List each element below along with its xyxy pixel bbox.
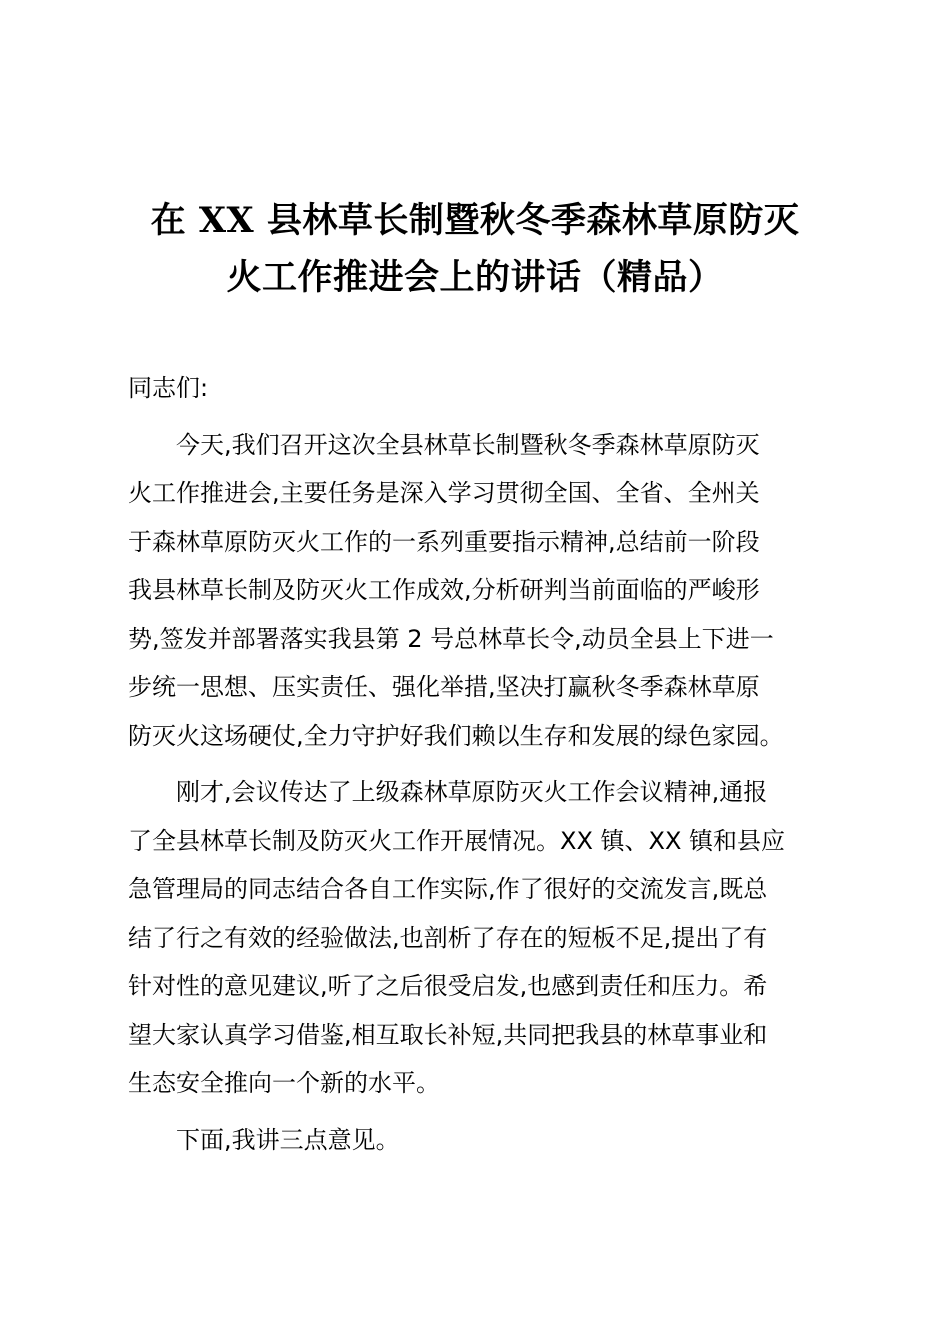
- text-line: 下面,我讲三点意见。: [176, 1125, 400, 1154]
- text-line: 火工作推进会,主要任务是深入学习贯彻全国、全省、全州关: [128, 479, 760, 507]
- document-title: [110, 192, 840, 306]
- title-line: 火工作推进会上的讲话（精品）: [226, 257, 724, 298]
- text-line: 势,签发并部署落实我县第 2 号总林草长令,动员全县上下进一: [128, 624, 774, 653]
- text-line: 针对性的意见建议,听了之后很受启发,也感到责任和压力。希: [128, 972, 768, 1000]
- text-line: 生态安全推向一个新的水平。: [128, 1069, 440, 1097]
- text-line: 结了行之有效的经验做法,也剖析了存在的短板不足,提出了有: [128, 923, 768, 952]
- text-line: 防灭火这场硬仗,全力守护好我们赖以生存和发展的绿色家园。: [128, 721, 784, 750]
- text-line: 刚才,会议传达了上级森林草原防灭火工作会议精神,通报: [176, 778, 768, 806]
- text-line: 望大家认真学习借鉴,相互取长补短,共同把我县的林草事业和: [128, 1020, 768, 1049]
- text-line: 我县林草长制及防灭火工作成效,分析研判当前面临的严峻形: [128, 576, 760, 604]
- text-line: 步统一思想、压实责任、强化举措,坚决打赢秋冬季森林草原: [128, 673, 760, 701]
- salutation: 同志们:: [128, 374, 209, 402]
- text-line: 今天,我们召开这次全县林草长制暨秋冬季森林草原防灭: [176, 430, 760, 459]
- paragraph-3: [128, 1116, 823, 1165]
- paragraph-2: [128, 768, 823, 1108]
- document-body: [128, 364, 823, 1172]
- text-line: 了全县林草长制及防灭火工作开展情况。XX 镇、XX 镇和县应: [128, 826, 786, 855]
- text-line: 于森林草原防灭火工作的一系列重要指示精神,总结前一阶段: [128, 527, 760, 556]
- text-line: 急管理局的同志结合各自工作实际,作了很好的交流发言,既总: [128, 875, 768, 903]
- paragraph-1: [128, 421, 823, 761]
- title-line: 在 XX 县林草长制暨秋冬季森林草原防灭: [150, 200, 800, 241]
